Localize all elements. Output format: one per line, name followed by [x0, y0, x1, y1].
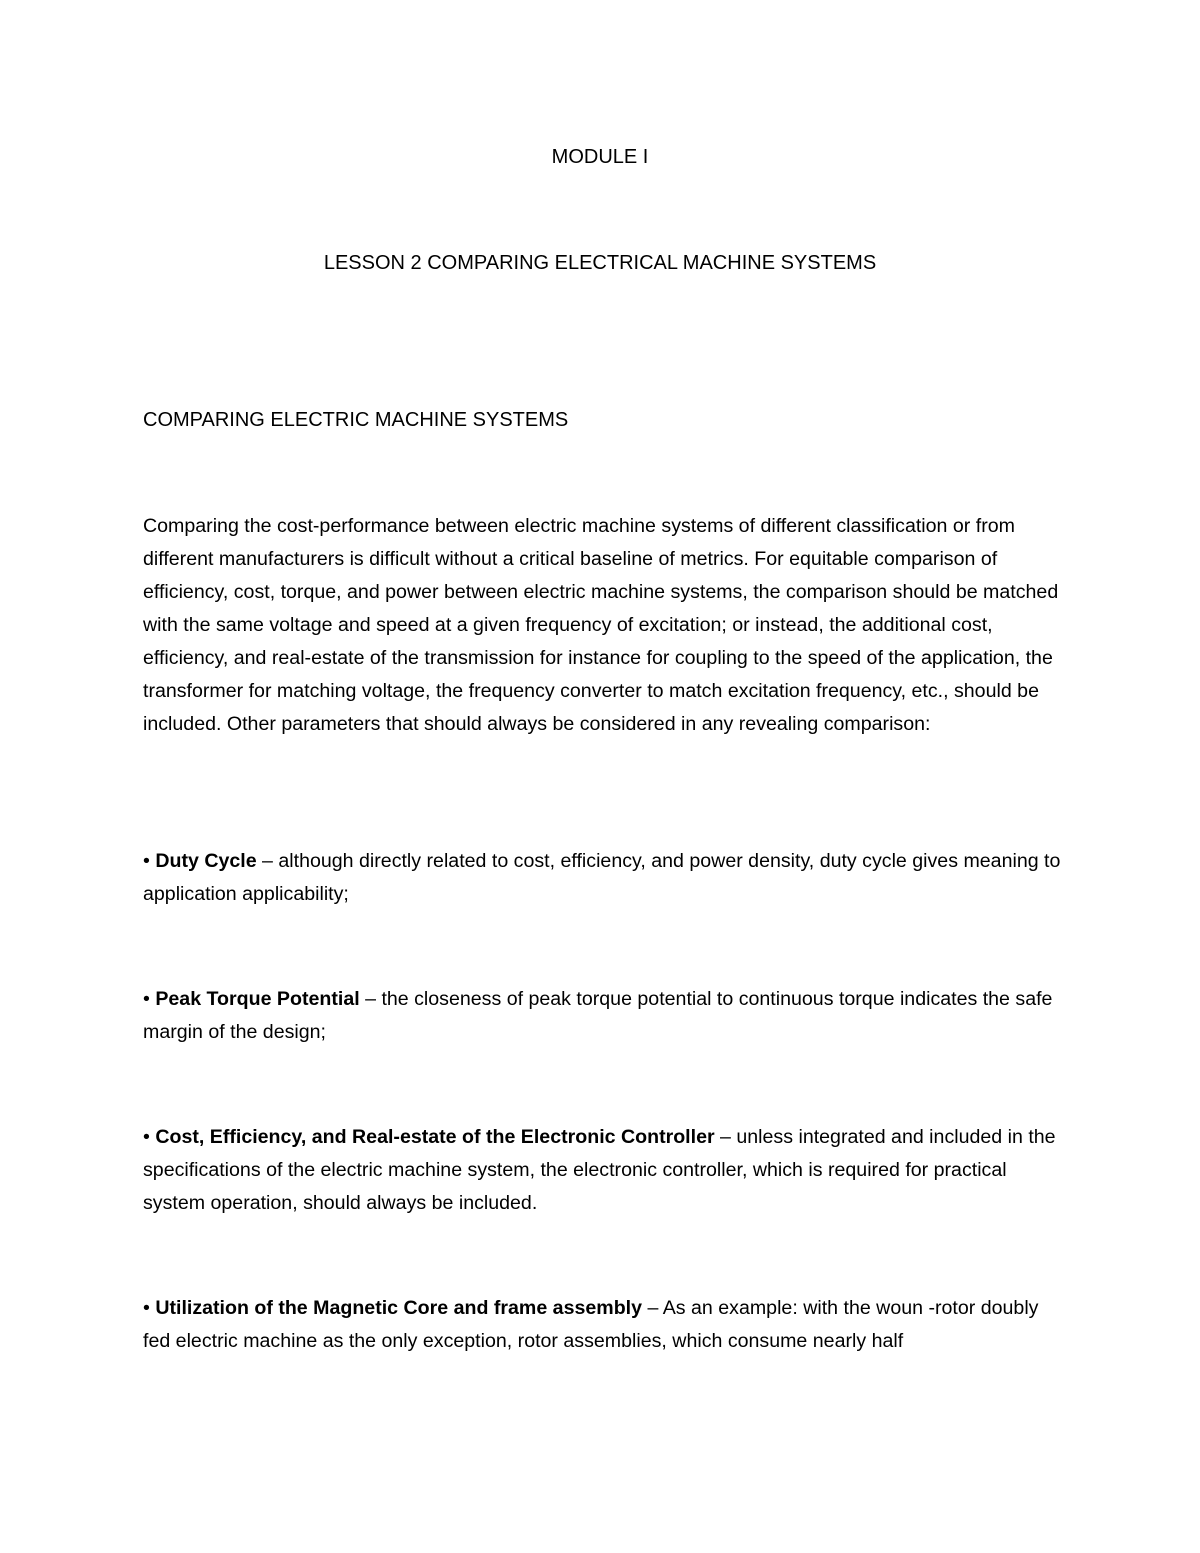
- bullet-term: Peak Torque Potential: [155, 988, 360, 1010]
- bullet-electronic-controller: [143, 1121, 1063, 1220]
- lesson-title: LESSON 2 COMPARING ELECTRICAL MACHINE SYSTEMS: [323, 252, 877, 274]
- bullet-term: Cost, Efficiency, and Real-estate of the Electronic Controller: [155, 1126, 715, 1148]
- bullet-text: – unless integrated and included in the specifications of the electric machine system, the electronic controller, which is required for practical system operation, should always be included.: [143, 1126, 1056, 1214]
- bullet-marker: •: [143, 1297, 150, 1319]
- bullet-duty-cycle: [143, 845, 1063, 911]
- bullet-marker: •: [143, 850, 150, 872]
- bullet-magnetic-core: [143, 1292, 1063, 1358]
- bullet-term: Duty Cycle: [155, 850, 257, 872]
- bullet-marker: •: [143, 988, 150, 1010]
- section-heading: COMPARING ELECTRIC MACHINE SYSTEMS: [143, 409, 569, 431]
- intro-paragraph: Comparing the cost-performance between electric machine systems of different classification or from different manufacturers is difficult without a critical baseline of metrics. For equitable comparison of efficiency, cost, torque, and power between electric machine systems, the comparison should be matched with the same voltage and speed at a given frequency of excitation; or instead, the additional cost, efficiency, and real-estate of the transmission for instance for coupling to the speed of the application, the transformer for matching voltage, the frequency converter to match excitation frequency, etc., should be included. Other parameters that should always be considered in any revealing comparison:: [143, 515, 1059, 735]
- module-title: MODULE I: [551, 146, 649, 168]
- bullet-term: Utilization of the Magnetic Core and frame assembly: [155, 1297, 643, 1319]
- bullet-text: – although directly related to cost, efficiency, and power density, duty cycle gives meaning to application applicability;: [143, 850, 1061, 905]
- bullet-marker: •: [143, 1126, 150, 1148]
- bullet-text: – the closeness of peak torque potential to continuous torque indicates the safe margin of the design;: [143, 988, 1053, 1043]
- bullet-text: – As an example: with the woun -rotor doubly fed electric machine as the only exception, rotor assemblies, which consume nearly half: [143, 1297, 1039, 1352]
- bullet-peak-torque: [143, 983, 1063, 1049]
